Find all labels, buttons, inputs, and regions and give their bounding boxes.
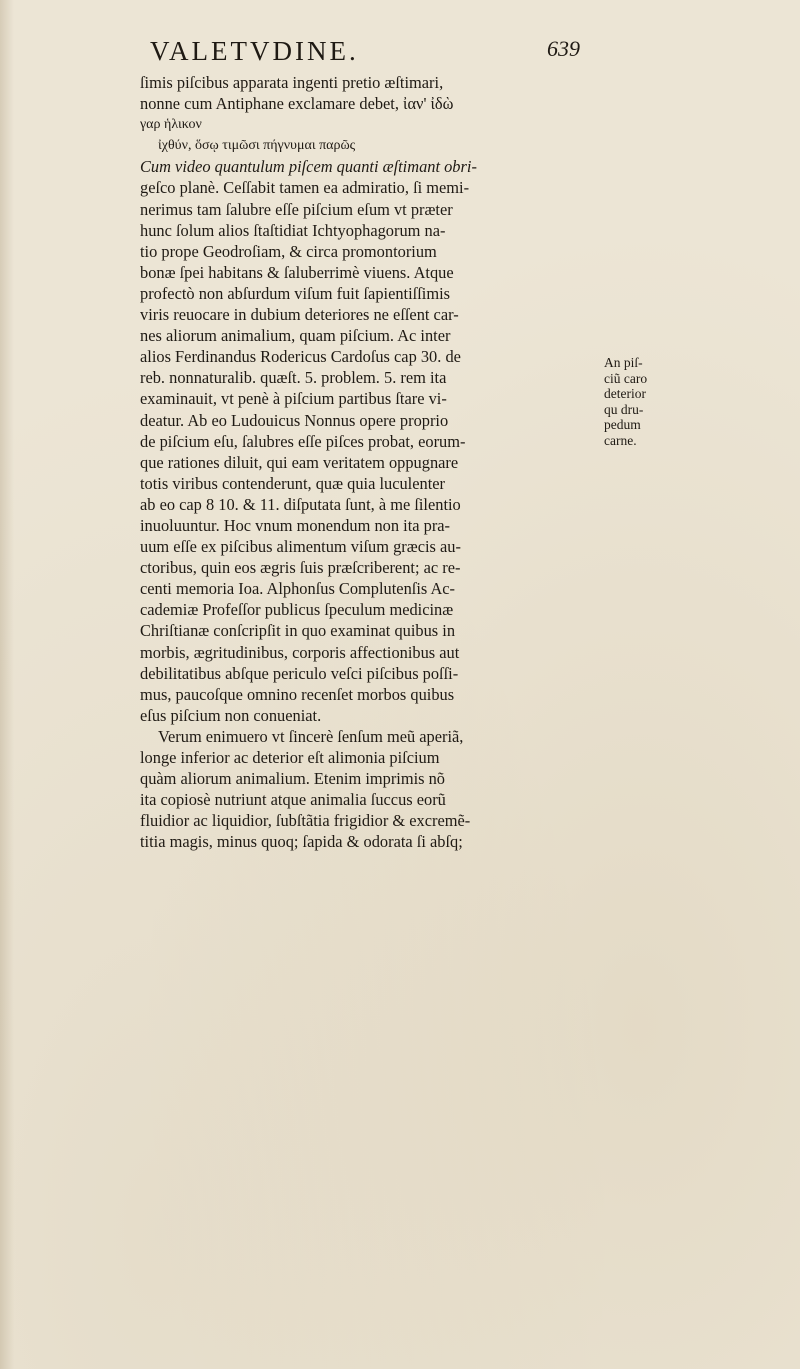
text-line: uum eſſe ex piſcibus alimentum viſum græcis au-	[140, 537, 461, 557]
text-line: totis viribus contenderunt, quæ quia luculenter	[140, 473, 445, 493]
text-line: tio prope Geodroſiam, & circa promontorium	[140, 241, 437, 261]
text-line: alios Ferdinandus Rodericus Cardoſus cap 30. de	[140, 347, 461, 367]
page-gutter-shadow	[0, 0, 14, 1369]
text-line: centi memoria Ioa. Alphonſus Complutenſis Ac-	[140, 579, 456, 599]
greek-quote-line: ἰχθύν, ὅσῳ τιμῶσι πήγνυμαι παρῶς	[158, 138, 356, 154]
margin-note-line: pedum	[604, 417, 641, 433]
text-line: debilitatibus abſque periculo veſci piſcibus poſſi-	[140, 663, 459, 683]
text-line: nonne cum Antiphane exclamare debet, ἰαν' ἰδὼ	[140, 94, 454, 114]
text-line: quàm aliorum animalium. Etenim imprimis nõ	[140, 769, 446, 789]
text-line: deatur. Ab eo Ludouicus Nonnus opere proprio	[140, 410, 449, 430]
main-text-block	[140, 72, 592, 852]
text-line: Chriſtianæ conſcripſit in quo examinat quibus in	[140, 621, 456, 641]
text-line: morbis, ægritudinibus, corporis affectionibus aut	[140, 642, 460, 662]
margin-note-line: carne.	[604, 432, 637, 448]
text-line: cademiæ Profeſſor publicus ſpeculum medicinæ	[140, 600, 454, 620]
margin-note-line: An piſ-	[604, 355, 643, 370]
text-line: examinauit, vt penè à piſcium partibus ſtare vi-	[140, 389, 447, 409]
page-header	[150, 36, 580, 70]
text-line: que rationes diluit, qui eam veritatem oppugnare	[140, 452, 459, 472]
text-line: titia magis, minus quoq; ſapida & odorata ſi abſq;	[140, 832, 463, 852]
text-line: mus, paucoſque omnino recenſet morbos quibus	[140, 684, 455, 704]
margin-note	[604, 355, 684, 449]
text-line: ſimis piſcibus apparata ingenti pretio æſtimari,	[140, 73, 444, 92]
italic-translation-line: Cum video quantulum piſcem quanti æſtimant obri-	[140, 157, 477, 177]
text-line: viris reuocare in dubium deteriores ne eſſent car-	[140, 305, 459, 325]
text-line: inuoluuntur. Hoc vnum monendum non ita pra-	[140, 515, 451, 535]
paragraph-start-line: Verum enimuero vt ſincerè ſenſum meũ aperiã,	[158, 726, 464, 746]
text-line: longe inferior ac deterior eſt alimonia piſcium	[140, 748, 440, 767]
text-line: ctoribus, quin eos ægris ſuis præſcriberent; ac re-	[140, 558, 461, 578]
text-line: nerimus tam ſalubre eſſe piſcium eſum vt præter	[140, 199, 453, 219]
text-line: reb. nonnaturalib. quæſt. 5. problem. 5. rem ita	[140, 368, 447, 388]
text-line: bonæ ſpei habitans & ſaluberrimè viuens. Atque	[140, 262, 454, 282]
text-line: ab eo cap 8 10. & 11. diſputata ſunt, à me ſilentio	[140, 494, 461, 514]
margin-note-line: qu dru-	[604, 401, 644, 417]
text-line: profectò non abſurdum viſum fuit ſapientiſſimis	[140, 283, 451, 303]
text-line: hunc ſolum alios ſtaſtidiat Ichtyophagorum na-	[140, 220, 446, 240]
text-line: eſus piſcium non conueniat.	[140, 705, 322, 725]
text-line: de piſcium eſu, ſalubres eſſe piſces probat, eorum-	[140, 431, 466, 451]
running-head: VALETVDINE.	[150, 36, 359, 66]
text-line: geſco planè. Ceſſabit tamen ea admiratio, ſi memi-	[140, 178, 470, 198]
margin-note-line: deterior	[604, 386, 646, 402]
greek-quote-line: γαρ ἡλικον	[140, 117, 202, 133]
text-line: ita copiosè nutriunt atque animalia ſuccus eorũ	[140, 790, 446, 810]
text-line: fluidior ac liquidior, ſubſtãtia frigidior & excremẽ-	[140, 811, 471, 831]
page-number: 639	[547, 36, 580, 61]
margin-note-line: ciũ caro	[604, 370, 648, 386]
text-line: nes aliorum animalium, quam piſcium. Ac inter	[140, 326, 451, 346]
